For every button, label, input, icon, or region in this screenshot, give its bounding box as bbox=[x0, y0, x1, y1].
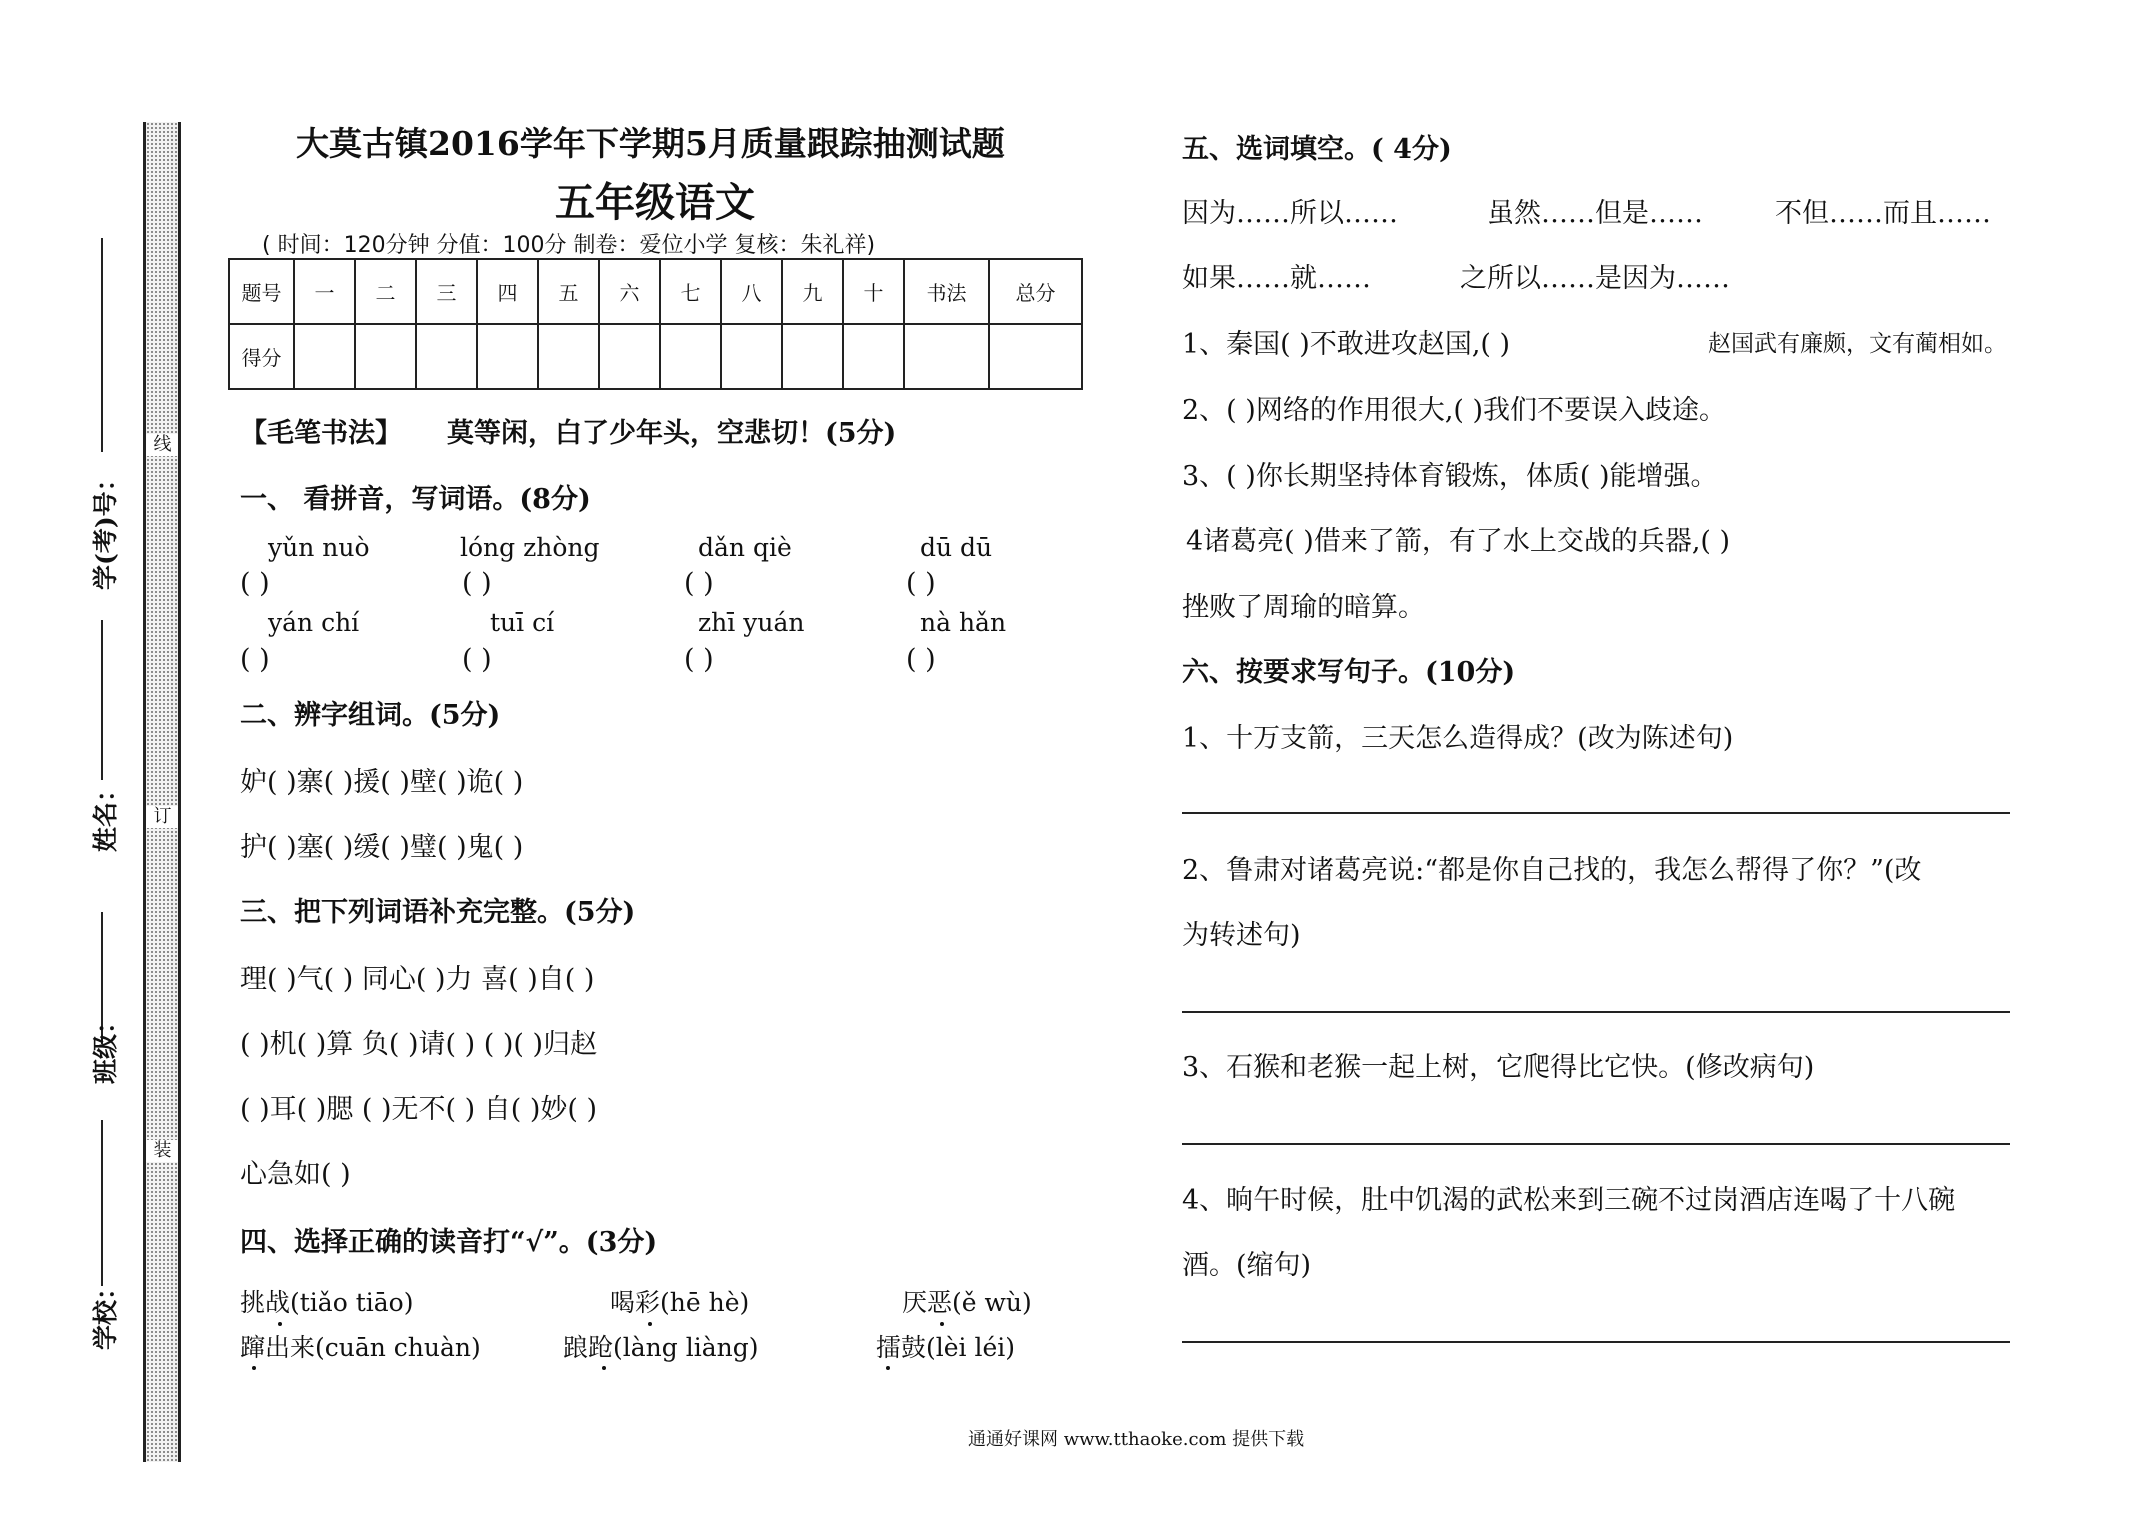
option-5: 之所以……是因为…… bbox=[1460, 263, 1730, 294]
answer-blank[interactable]: ( ) bbox=[462, 568, 492, 599]
binding-strip bbox=[143, 122, 181, 1462]
pronunciation-item-5: 踉跄(làng liàng) bbox=[563, 1333, 759, 1362]
score-table bbox=[228, 258, 1083, 390]
table-cell: 得分 bbox=[229, 324, 294, 389]
section3-line3: ( )耳( )腮 ( )无不( ) 自( )妙( ) bbox=[240, 1094, 598, 1125]
section1-heading: 一、 看拼音，写词语。(8分) bbox=[240, 484, 591, 515]
score-cell[interactable] bbox=[721, 324, 782, 389]
section5-q4-cont: 挫败了周瑜的暗算。 bbox=[1182, 592, 1425, 623]
calligraphy-text: 莫等闲，白了少年头，空悲切！(5分) bbox=[447, 418, 897, 449]
table-cell: 九 bbox=[782, 259, 843, 324]
answer-blank[interactable]: ( ) bbox=[240, 644, 270, 675]
table-cell: 一 bbox=[294, 259, 355, 324]
section3-line2: ( )机( )算 负( )请( ) ( )( )归赵 bbox=[240, 1029, 598, 1060]
table-cell: 六 bbox=[599, 259, 660, 324]
strip-mark-bind: 订 bbox=[146, 806, 179, 828]
table-cell: 四 bbox=[477, 259, 538, 324]
score-cell[interactable] bbox=[477, 324, 538, 389]
section6-q4-cont: 酒。(缩句) bbox=[1182, 1250, 1312, 1281]
student-id-field[interactable] bbox=[101, 238, 103, 452]
answer-line[interactable] bbox=[1182, 812, 2010, 814]
score-cell[interactable] bbox=[782, 324, 843, 389]
binding-line bbox=[178, 122, 180, 1462]
answer-blank[interactable]: ( ) bbox=[684, 568, 714, 599]
exam-info: ( 时间：120分钟 分值：100分 制卷：爱位小学 复核：朱礼祥) bbox=[262, 233, 876, 258]
score-cell[interactable] bbox=[843, 324, 904, 389]
emphasis-dot bbox=[602, 1366, 606, 1370]
calligraphy-label: 【毛笔书法】 bbox=[240, 418, 402, 449]
score-cell[interactable] bbox=[660, 324, 721, 389]
name-field[interactable] bbox=[101, 620, 103, 780]
option-3: 不但……而且…… bbox=[1775, 198, 1991, 229]
table-cell: 八 bbox=[721, 259, 782, 324]
option-2: 虽然……但是…… bbox=[1487, 198, 1703, 229]
table-cell: 五 bbox=[538, 259, 599, 324]
school-field[interactable] bbox=[101, 1120, 103, 1286]
section5-q3: 3、( )你长期坚持体育锻炼，体质( )能增强。 bbox=[1182, 461, 1718, 492]
answer-blank[interactable]: ( ) bbox=[684, 644, 714, 675]
section3-line4: 心急如( ) bbox=[240, 1159, 351, 1190]
pinyin-6: tuī cí bbox=[490, 608, 555, 637]
option-4: 如果……就…… bbox=[1182, 263, 1371, 294]
score-table-score-row bbox=[229, 324, 1082, 389]
pinyin-2: lóng zhòng bbox=[460, 533, 600, 562]
table-cell: 十 bbox=[843, 259, 904, 324]
score-cell[interactable] bbox=[355, 324, 416, 389]
table-cell: 总分 bbox=[989, 259, 1082, 324]
answer-blank[interactable]: ( ) bbox=[906, 568, 936, 599]
table-cell: 书法 bbox=[904, 259, 989, 324]
section5-heading: 五、选词填空。( 4分) bbox=[1182, 134, 1452, 165]
pinyin-5: yán chí bbox=[268, 608, 360, 637]
section6-q2-cont: 为转述句) bbox=[1182, 920, 1301, 951]
section6-q3: 3、石猴和老猴一起上树，它爬得比它快。(修改病句) bbox=[1182, 1052, 1815, 1083]
option-1: 因为……所以…… bbox=[1182, 198, 1398, 229]
section3-line1: 理( )气( ) 同心( )力 喜( )自( ) bbox=[240, 964, 595, 995]
pinyin-1: yǔn nuò bbox=[268, 533, 370, 562]
answer-line[interactable] bbox=[1182, 1011, 2010, 1013]
score-cell[interactable] bbox=[599, 324, 660, 389]
section5-q1: 1、秦国( )不敢进攻赵国,( ) bbox=[1182, 329, 1511, 360]
emphasis-dot bbox=[886, 1366, 890, 1370]
section6-q4: 4、晌午时候，肚中饥渴的武松来到三碗不过岗酒店连喝了十八碗 bbox=[1182, 1185, 1956, 1216]
section5-q2: 2、( )网络的作用很大,( )我们不要误入歧途。 bbox=[1182, 395, 1727, 426]
table-cell: 三 bbox=[416, 259, 477, 324]
answer-line[interactable] bbox=[1182, 1341, 2010, 1343]
section6-q2: 2、鲁肃对诸葛亮说:“都是你自己找的，我怎么帮得了你？”(改 bbox=[1182, 855, 1922, 886]
section6-heading: 六、按要求写句子。(10分) bbox=[1182, 657, 1516, 688]
table-cell: 题号 bbox=[229, 259, 294, 324]
section2-line2: 护( )塞( )缓( )璧( )鬼( ) bbox=[240, 832, 524, 863]
pronunciation-item-2: 喝彩(hē hè) bbox=[610, 1288, 750, 1317]
table-cell: 二 bbox=[355, 259, 416, 324]
section4-heading: 四、选择正确的读音打“√”。(3分) bbox=[240, 1227, 658, 1258]
exam-title: 大莫古镇2016学年下学期5月质量跟踪抽测试题 bbox=[296, 124, 1005, 163]
pronunciation-item-4: 蹿出来(cuān chuàn) bbox=[240, 1333, 481, 1362]
pinyin-4: dū dū bbox=[920, 533, 993, 562]
section3-heading: 三、把下列词语补充完整。(5分) bbox=[240, 897, 636, 928]
score-cell[interactable] bbox=[538, 324, 599, 389]
section2-heading: 二、辨字组词。(5分) bbox=[240, 700, 501, 731]
pronunciation-item-3: 厌恶(ě wù) bbox=[902, 1288, 1032, 1317]
pinyin-7: zhī yuán bbox=[698, 608, 805, 637]
strip-mark-line: 线 bbox=[146, 434, 179, 456]
strip-mark-staple: 装 bbox=[146, 1140, 179, 1162]
pronunciation-item-6: 擂鼓(lèi léi) bbox=[876, 1333, 1016, 1362]
section2-line1: 妒( )寨( )援( )壁( )诡( ) bbox=[240, 767, 524, 798]
footer-text: 通通好课网 www.tthaoke.com 提供下载 bbox=[968, 1429, 1305, 1450]
score-table-header-row bbox=[229, 259, 1082, 324]
section5-q4: 4诸葛亮( )借来了箭，有了水上交战的兵器,( ) bbox=[1186, 526, 1731, 557]
table-cell: 七 bbox=[660, 259, 721, 324]
answer-blank[interactable]: ( ) bbox=[462, 644, 492, 675]
score-cell[interactable] bbox=[989, 324, 1082, 389]
score-cell[interactable] bbox=[294, 324, 355, 389]
pinyin-8: nà hǎn bbox=[920, 608, 1007, 637]
answer-blank[interactable]: ( ) bbox=[240, 568, 270, 599]
emphasis-dot bbox=[648, 1322, 652, 1326]
score-cell[interactable] bbox=[416, 324, 477, 389]
section5-q1-tail: 赵国武有廉颇，文有蔺相如。 bbox=[1708, 331, 2007, 357]
pronunciation-item-1: 挑战(tiǎo tiāo) bbox=[240, 1288, 414, 1317]
emphasis-dot bbox=[252, 1366, 256, 1370]
emphasis-dot bbox=[940, 1322, 944, 1326]
exam-subtitle: 五年级语文 bbox=[555, 179, 755, 226]
score-cell[interactable] bbox=[904, 324, 989, 389]
section6-q1: 1、十万支箭，三天怎么造得成？(改为陈述句) bbox=[1182, 723, 1734, 754]
answer-line[interactable] bbox=[1182, 1143, 2010, 1145]
answer-blank[interactable]: ( ) bbox=[906, 644, 936, 675]
pinyin-3: dǎn qiè bbox=[698, 533, 792, 562]
emphasis-dot bbox=[278, 1322, 282, 1326]
